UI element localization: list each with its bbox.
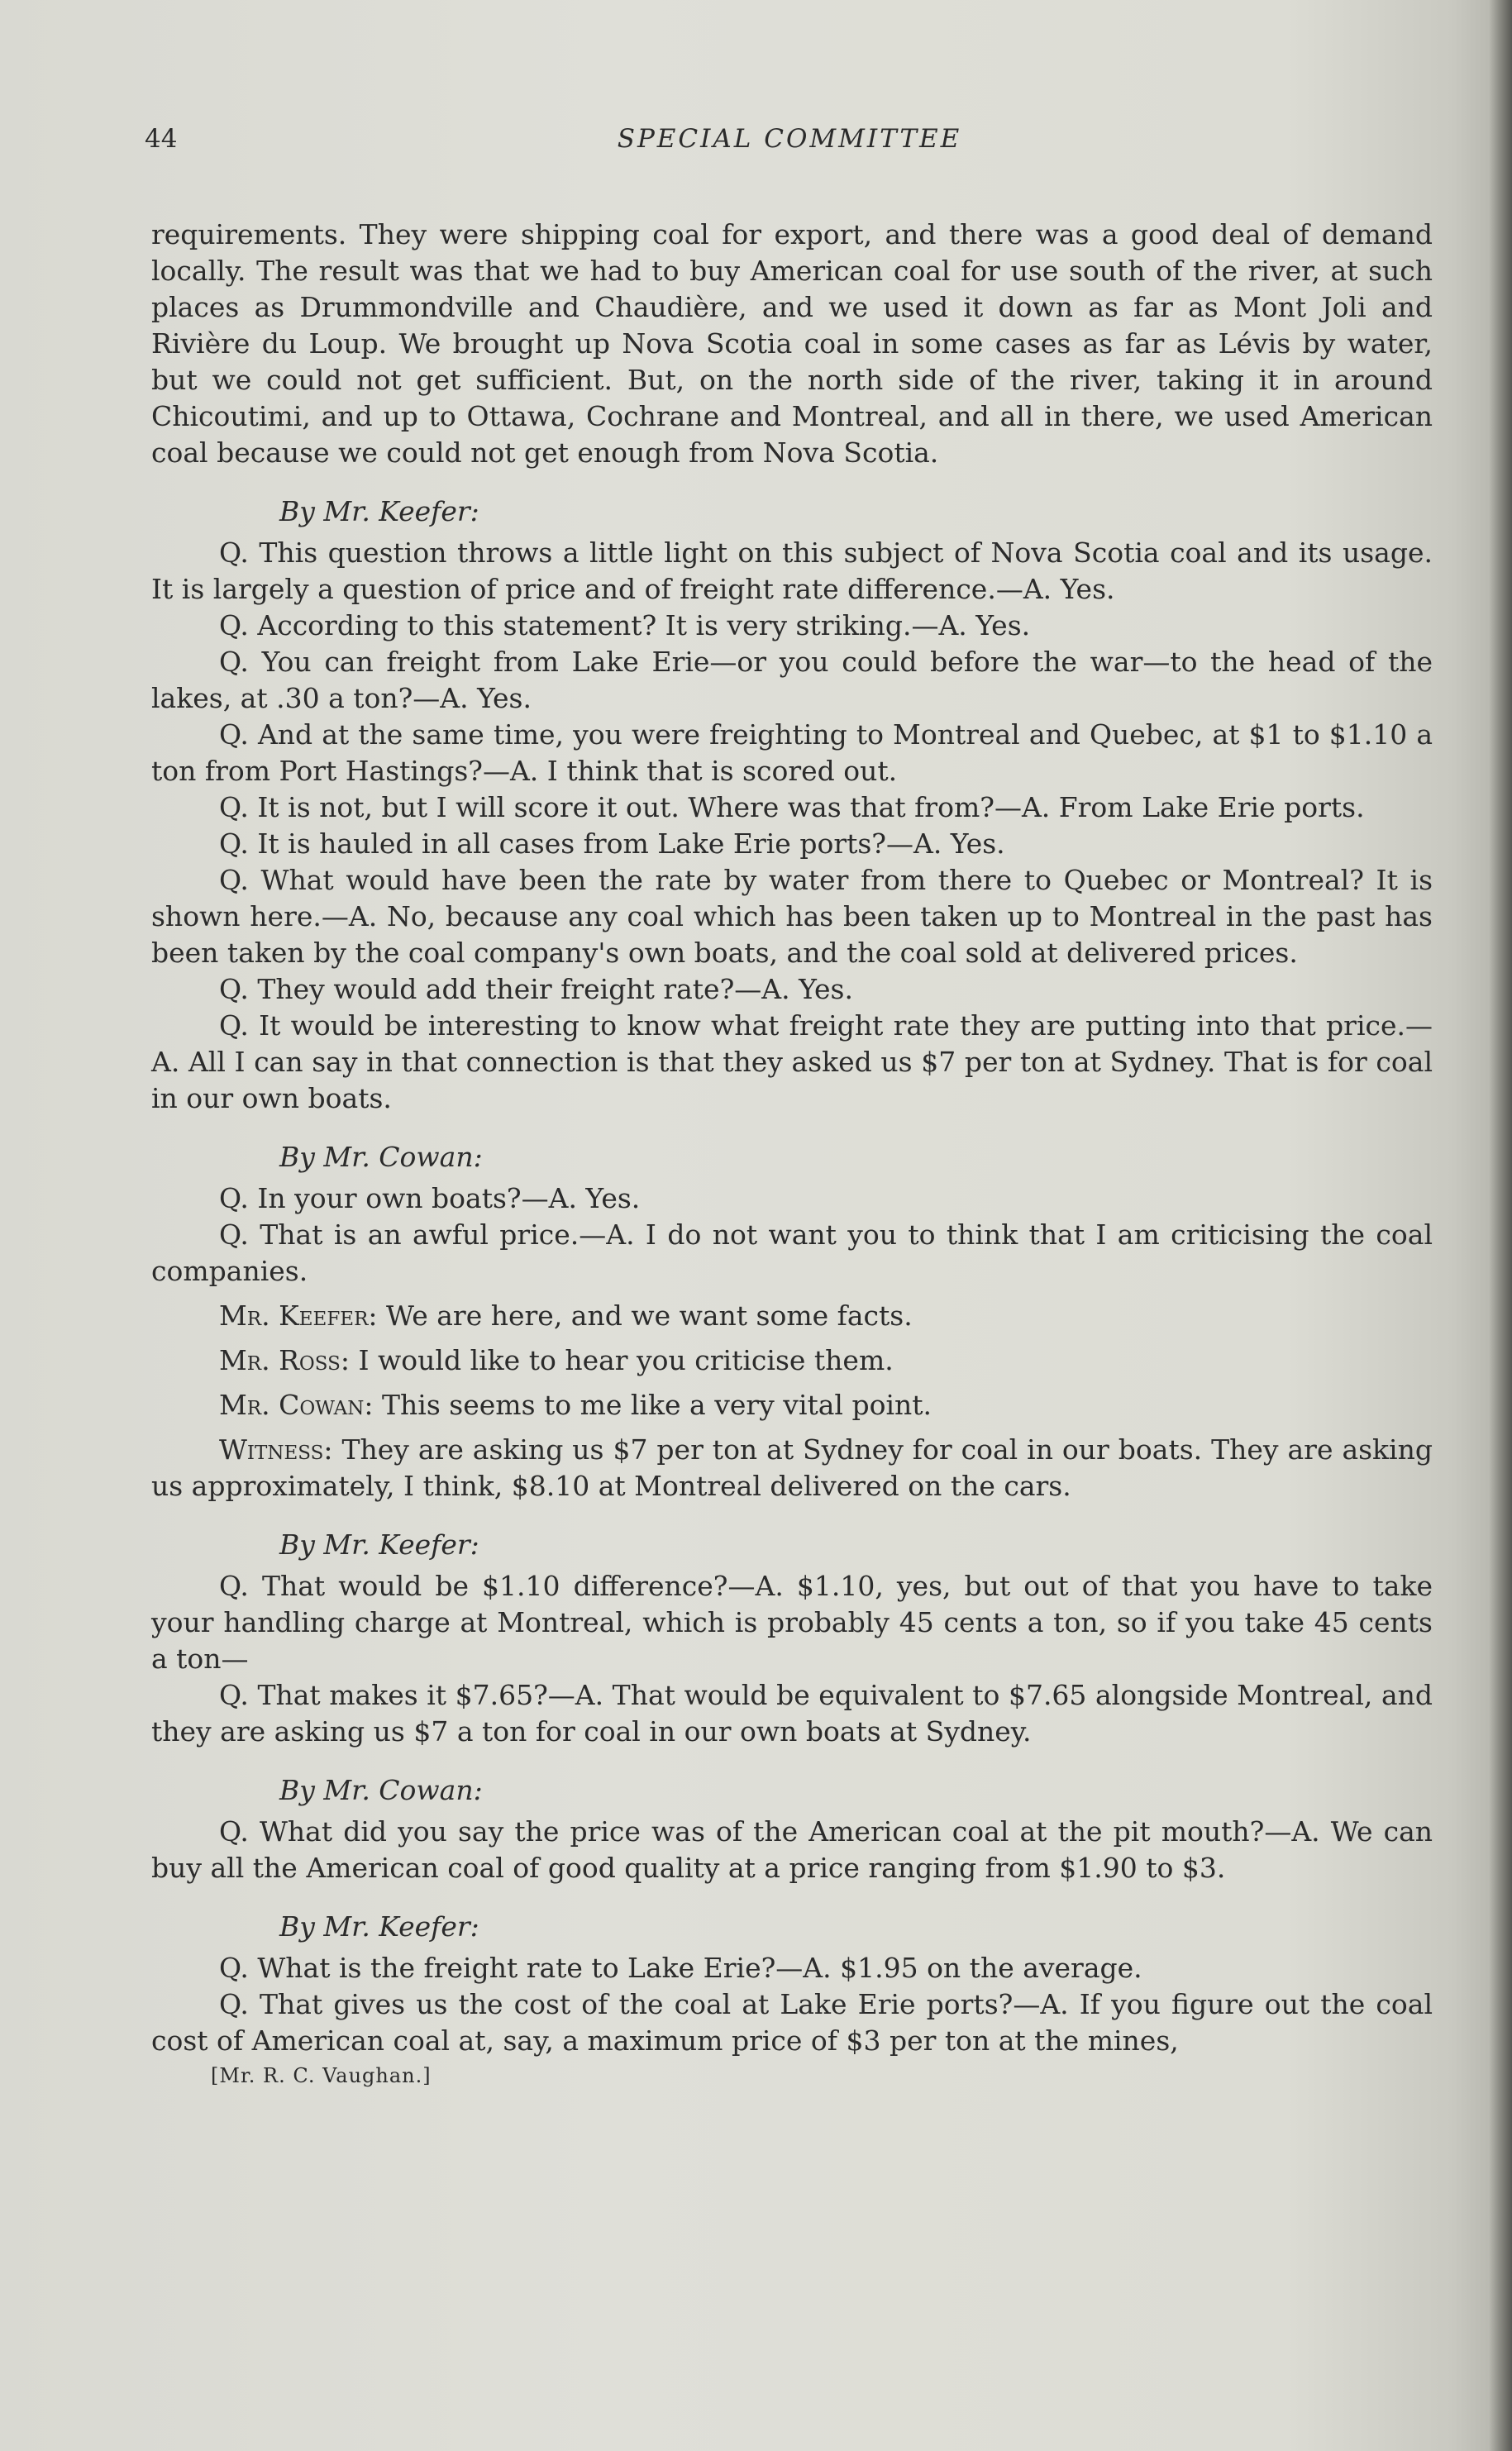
speaker-name: Mr. Cowan: [219, 1389, 374, 1421]
speaker-name: Mr. Ross: [219, 1344, 351, 1376]
question-answer: Q. It would be interesting to know what freight rate they are putting into that price.—A. All I can say in that connection is that they asked us $7 per ton at Sydney. That is for coal in our own boats. [151, 1009, 1433, 1114]
question-answer: Q. That makes it $7.65?—A. That would be equivalent to $7.65 alongside Montreal, and they are asking us $7 a ton for coal in our own boats at Sydney. [151, 1679, 1433, 1748]
remark-text: They are asking us $7 per ton at Sydney for coal in our boats. They are asking us approximately, I think, $8.10 at Montreal delivered on the cars. [151, 1433, 1433, 1502]
question-answer: Q. According to this statement? It is very striking.—A. Yes. [219, 609, 1031, 641]
speaker-remark [151, 1432, 1433, 1504]
examiner-heading: By Mr. Keefer: [279, 1528, 479, 1561]
witness-footnote: [Mr. R. C. Vaughan.] [211, 2064, 432, 2087]
question-answer: Q. You can freight from Lake Erie—or you could before the war—to the head of the lakes, at .30 a ton?—A. Yes. [151, 646, 1433, 714]
examiner-heading: By Mr. Cowan: [279, 1141, 483, 1173]
question-answer: Q. What would have been the rate by water from there to Quebec or Montreal? It is shown here.—A. No, because any coal which has been taken up to Montreal in the past has been taken by the coal company's own boats, and the coal sold at delivered prices. [151, 864, 1433, 969]
page-body [151, 217, 1433, 2089]
speaker-remark [151, 1387, 1433, 1423]
question-answer: Q. It is not, but I will score it out. Where was that from?—A. From Lake Erie ports. [219, 791, 1365, 823]
speaker-remark [151, 1298, 1433, 1334]
speaker-name: Witness: [219, 1433, 333, 1466]
question-answer: Q. What did you say the price was of the American coal at the pit mouth?—A. We can buy all the American coal of good quality at a price ranging from $1.90 to $3. [151, 1815, 1433, 1884]
remark-text: We are here, and we want some facts. [386, 1299, 913, 1332]
question-answer: Q. In your own boats?—A. Yes. [219, 1182, 641, 1214]
question-answer: Q. This question throws a little light on this subject of Nova Scotia coal and its usage. It is largely a question of price and of freight rate difference.—A. Yes. [151, 536, 1433, 605]
examiner-heading: By Mr. Keefer: [279, 1910, 479, 1943]
examiner-heading: By Mr. Cowan: [279, 1774, 483, 1806]
question-answer: Q. And at the same time, you were freighting to Montreal and Quebec, at $1 to $1.10 a ton from Port Hastings?—A. I think that is scored out. [151, 718, 1433, 787]
remark-text: I would like to hear you criticise them. [358, 1344, 894, 1376]
question-answer: Q. That is an awful price.—A. I do not want you to think that I am criticising the coal companies. [151, 1218, 1433, 1287]
examiner-heading: By Mr. Keefer: [279, 495, 479, 527]
question-answer: Q. That gives us the cost of the coal at Lake Erie ports?—A. If you figure out the coal cost of American coal at, say, a maximum price of $3 per ton at the mines, [151, 1988, 1433, 2057]
question-answer: Q. What is the freight rate to Lake Erie?—A. $1.95 on the average. [219, 1952, 1142, 1984]
speaker-remark [151, 1342, 1433, 1379]
running-title: SPECIAL COMMITTEE [617, 124, 962, 154]
page-header [145, 124, 1434, 165]
speaker-name: Mr. Keefer: [219, 1299, 378, 1332]
remark-text: This seems to me like a very vital point. [382, 1389, 932, 1421]
question-answer: Q. That would be $1.10 difference?—A. $1.10, yes, but out of that you have to take your handling charge at Montreal, which is probably 45 cents a ton, so if you take 45 cents a ton— [151, 1570, 1433, 1675]
question-answer: Q. They would add their freight rate?—A. Yes. [219, 973, 853, 1005]
page-binding-shadow [1489, 0, 1512, 2451]
paragraph-intro: requirements. They were shipping coal for export, and there was a good deal of demand locally. The result was that we had to buy American coal for use south of the river, at such places as Drummondville and Chaudière, and we used it down as far as Mont Joli and Rivière du Loup. We brought up Nova Scotia coal in some cases as far as Lévis by water, but we could not get sufficient. But, on the north side of the river, taking it in around Chicoutimi, and up to Ottawa, Cochrane and Montreal, and all in there, we used American coal because we could not get enough from Nova Scotia. [151, 218, 1433, 469]
page-number: 44 [145, 124, 178, 154]
question-answer: Q. It is hauled in all cases from Lake Erie ports?—A. Yes. [219, 827, 1005, 860]
